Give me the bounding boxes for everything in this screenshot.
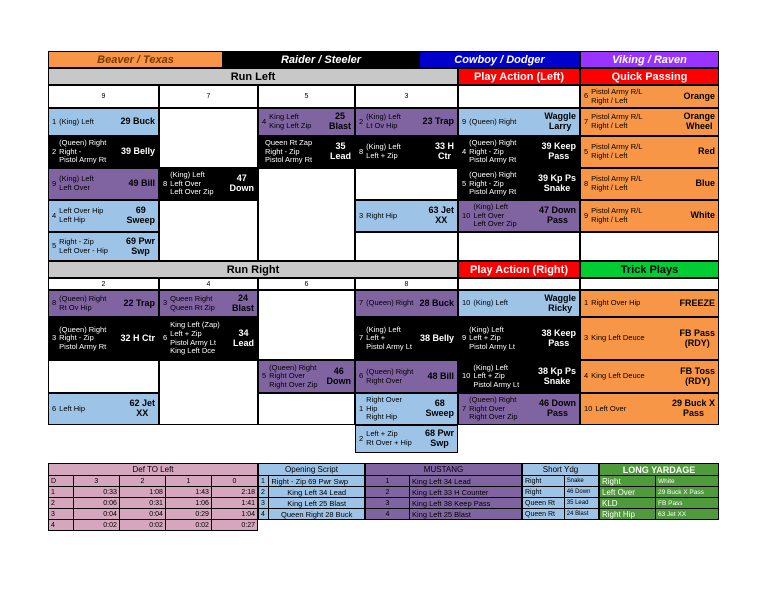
team-header-beaver: Beaver / Texas [48, 51, 223, 68]
table-cell: 2:18 [211, 487, 257, 498]
play-cell: 3 Queen Right Queen Rt Zip 24 Blast [159, 290, 258, 317]
table-cell: King Left 33 H Counter [410, 487, 522, 498]
table-cell: King Left 25 Blast [410, 509, 522, 520]
table-row [259, 487, 365, 498]
table-cell: Queen Right 28 Buck [269, 509, 365, 520]
opening-script-table [258, 463, 365, 520]
table-cell: FB Pass [656, 498, 719, 509]
play-cell: 4 (Queen) Right Right - Zip Pistol Army Rt 39 Keep Pass [458, 136, 580, 168]
table-cell: 35 Lead [564, 498, 598, 509]
table-cell: King Left 34 Lead [410, 476, 522, 487]
table-cell: 0:04 [73, 509, 119, 520]
table-cell: 2 [366, 487, 410, 498]
table-row [49, 509, 258, 520]
table-cell: 1 [259, 476, 269, 487]
table-row [600, 498, 719, 509]
play-cell: 6 (Queen) Right Right Over 48 Bill [355, 360, 458, 393]
table-cell: 29 Buck X Pass [656, 487, 719, 498]
table-cell: 4 [366, 509, 410, 520]
play-cell: 10 (King) Left Left + Zip Pistol Army Lt 38 Kp Ps Snake [458, 360, 580, 393]
run-left-col-5: 5 [258, 85, 355, 108]
play-cell: 2 (King) Left Lt Ov Hip 23 Trap [355, 108, 458, 136]
table-cell: King Left 25 Blast [269, 498, 365, 509]
section-run-left: Run Left [48, 68, 458, 85]
table-row [366, 487, 522, 498]
short-yardage-table [522, 463, 599, 520]
play-cell: 6 Pistol Army R/L Right / Left Orange [580, 85, 719, 108]
play-cell: 5 (Queen) Right Right Over Right Over Zip 46 Down [258, 360, 355, 393]
play-cell: 9 (King) Left Left Over 49 Bill [48, 168, 159, 200]
table-row [49, 520, 258, 531]
table-row [523, 498, 599, 509]
table-header: 1 [165, 476, 211, 487]
play-cell: 10 (King) Left Left Over Left Over Zip 47 Down Pass [458, 200, 580, 232]
run-left-col-9: 9 [48, 85, 159, 108]
run-right-col-2: 2 [48, 278, 159, 290]
table-header: 3 [73, 476, 119, 487]
table-cell: 0:02 [73, 520, 119, 531]
play-cell: 8 Pistol Army R/L Right / Left Blue [580, 168, 719, 200]
play-cell: 9 Pistol Army R/L Right / Left White [580, 200, 719, 232]
blank-cell [580, 232, 719, 261]
play-cell: 5 (Queen) Right Right - Zip Pistol Army Rt 39 Kp Ps Snake [458, 168, 580, 200]
table-cell: 0:31 [119, 498, 165, 509]
play-cell: 2 Left + Zip Rt Over + Hip 68 Pwr Swp [355, 425, 458, 453]
blank-cell [458, 278, 580, 290]
table-header: D [49, 476, 74, 487]
table-cell: 4 [259, 509, 269, 520]
table-cell: King Left 38 Keep Pass [410, 498, 522, 509]
table-cell: 46 Down [564, 487, 598, 498]
table-row [366, 498, 522, 509]
table-cell: 1:08 [119, 487, 165, 498]
table-header: 0 [211, 476, 257, 487]
blank-cell [458, 232, 580, 261]
def-timeout-table [48, 463, 258, 531]
table-cell: 24 Blast [564, 509, 598, 520]
long-yardage-table [599, 463, 719, 520]
table-row [523, 487, 599, 498]
play-cell: 9 (King) Left Left + Zip Pistol Army Lt 38 Keep Pass [458, 317, 580, 360]
team-header-cowboy: Cowboy / Dodger [419, 51, 580, 68]
play-cell: 7 (King) Left Left + Pistol Army Lt 38 Belly [355, 317, 458, 360]
play-cell: 4 King Left King Left Zip 25 Blast [258, 108, 355, 136]
play-cell: 7 Pistol Army R/L Right / Left Orange Wheel [580, 108, 719, 136]
def-table-title: Def TO Left [49, 464, 258, 476]
table-cell: 0:33 [73, 487, 119, 498]
play-cell: 5 Right - Zip Left Over - Hip 69 Pwr Swp [48, 232, 159, 261]
table-row [259, 476, 365, 487]
table-cell: 0:29 [165, 509, 211, 520]
blank-cell [159, 200, 258, 261]
play-cell: Queen Rt Zap Right - Zip Pistol Army Rt 35 Lead [258, 136, 355, 168]
table-cell: 1 [49, 487, 74, 498]
play-cell: 7 (Queen) Right Right Over Right Over Zip 46 Down Pass [458, 393, 580, 425]
team-header-viking: Viking / Raven [580, 51, 719, 68]
section-run-right: Run Right [48, 261, 458, 278]
mustang-table [365, 463, 522, 520]
play-cell: 10 Left Over 29 Buck X Pass [580, 393, 719, 425]
play-cell: 3 King Left Deuce FB Pass (RDY) [580, 317, 719, 360]
table-cell: 2 [259, 487, 269, 498]
table-cell: 3 [259, 498, 269, 509]
blank-cell [48, 360, 159, 393]
table-cell: 3 [49, 509, 74, 520]
play-cell: 10 (King) Left Waggle Ricky [458, 290, 580, 317]
team-header-raider: Raider / Steeler [223, 51, 419, 68]
run-left-col-7: 7 [159, 85, 258, 108]
blank-cell [458, 85, 580, 108]
table-cell: 0:02 [165, 520, 211, 531]
table-cell: Queen Rt [523, 498, 565, 509]
blank-cell [355, 232, 458, 261]
play-cell: 3 (Queen) Right Right - Zip Pistol Army Rt 32 H Ctr [48, 317, 159, 360]
section-play-action-right: Play Action (Right) [458, 261, 580, 278]
table-cell: 0:04 [119, 509, 165, 520]
table-cell: KLD [600, 498, 656, 509]
table-cell: 1:06 [165, 498, 211, 509]
table-row [600, 476, 719, 487]
table-cell: Right [600, 476, 656, 487]
mustang-title: MUSTANG [366, 464, 522, 476]
table-cell: Right [523, 476, 565, 487]
play-cell: 6 King Left (Zap) Left + Zip Pistol Army Lt King Left Dce 34 Lead [159, 317, 258, 360]
table-cell: 0:02 [119, 520, 165, 531]
table-cell: 1:04 [211, 509, 257, 520]
play-cell: 1 (King) Left 29 Buck [48, 108, 159, 136]
blank-cell [159, 360, 258, 425]
long-yardage-title: LONG YARDAGE [600, 464, 719, 476]
table-cell: Right [523, 487, 565, 498]
play-cell: 7 (Queen) Right 28 Buck [355, 290, 458, 317]
table-cell: White [656, 476, 719, 487]
table-cell: Right - Zip 69 Pwr Swp [269, 476, 365, 487]
table-cell: 1:41 [211, 498, 257, 509]
play-cell: 6 Left Hip 62 Jet XX [48, 393, 159, 425]
table-cell: 3 [366, 498, 410, 509]
table-cell: Left Over [600, 487, 656, 498]
short-yardage-title: Short Ydg [523, 464, 599, 476]
blank-cell [258, 168, 355, 261]
table-cell: 0:06 [73, 498, 119, 509]
table-row [259, 498, 365, 509]
table-cell: Queen Rt [523, 509, 565, 520]
run-right-col-8: 8 [355, 278, 458, 290]
table-row [366, 476, 522, 487]
table-cell: 0:27 [211, 520, 257, 531]
table-cell: King Left 34 Lead [269, 487, 365, 498]
play-cell: 8 (King) Left Left Over Left Over Zip 47 Down [159, 168, 258, 200]
run-right-col-4: 4 [159, 278, 258, 290]
play-cell: 2 (Queen) Right Right - Pistol Army Rt 39 Belly [48, 136, 159, 168]
blank-cell [258, 290, 355, 360]
section-trick-plays: Trick Plays [580, 261, 719, 278]
table-cell: 2 [49, 498, 74, 509]
table-row [366, 509, 522, 520]
table-row [523, 476, 599, 487]
play-cell: 4 King Left Deuce FB Toss (RDY) [580, 360, 719, 393]
table-cell: 63 Jet XX [656, 509, 719, 520]
play-cell: 1 Right Over Hip Right Hip 68 Sweep [355, 393, 458, 425]
blank-cell [580, 278, 719, 290]
table-cell: 4 [49, 520, 74, 531]
table-cell: Right Hip [600, 509, 656, 520]
run-right-col-6: 6 [258, 278, 355, 290]
table-header: 2 [119, 476, 165, 487]
section-quick-passing: Quick Passing [580, 68, 719, 85]
run-left-col-3: 3 [355, 85, 458, 108]
blank-cell [258, 393, 355, 425]
table-row [600, 509, 719, 520]
play-cell: 8 (Queen) Right Rt Ov Hip 22 Trap [48, 290, 159, 317]
play-cell: 4 Left Over Hip Left Hip 69 Sweep [48, 200, 159, 232]
table-row [259, 509, 365, 520]
play-cell: 5 Pistol Army R/L Right / Left Red [580, 136, 719, 168]
table-row [49, 498, 258, 509]
blank-cell [159, 108, 258, 168]
table-cell: 1 [366, 476, 410, 487]
table-row [49, 487, 258, 498]
play-cell: 1 Right Over Hip FREEZE [580, 290, 719, 317]
table-cell: Snake [564, 476, 598, 487]
section-play-action-left: Play Action (Left) [458, 68, 580, 85]
play-cell: 8 (King) Left Left + Zip 33 H Ctr [355, 136, 458, 168]
opening-script-title: Opening Script [259, 464, 365, 476]
table-row [600, 487, 719, 498]
table-row [523, 509, 599, 520]
table-cell: 1:43 [165, 487, 211, 498]
play-cell: 3 Right Hip 63 Jet XX [355, 200, 458, 232]
blank-cell [355, 168, 458, 200]
play-cell: 9 (Queen) Right Waggle Larry [458, 108, 580, 136]
